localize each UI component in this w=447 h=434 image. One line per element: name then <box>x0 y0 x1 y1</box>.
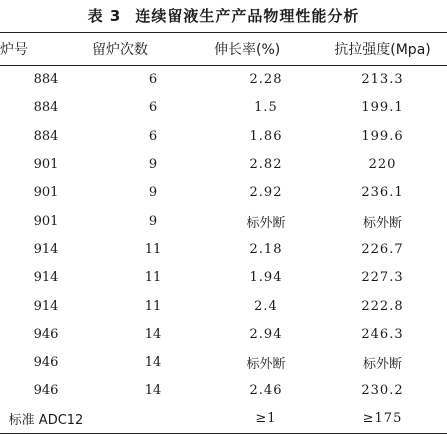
cell-tensile-strength: 226.7 <box>361 241 404 257</box>
cell-furnace-no: 914 <box>33 298 59 314</box>
cell-elongation: 标外断 <box>246 215 286 231</box>
table-row <box>0 264 447 292</box>
cell-retention-count: 11 <box>144 241 162 257</box>
properties-table <box>0 32 447 434</box>
cell-furnace-no: 901 <box>33 213 59 229</box>
cell-retention-count <box>92 405 214 433</box>
table-row <box>0 292 447 320</box>
cell-tensile-strength: 213.3 <box>361 72 404 88</box>
table-row <box>0 122 447 150</box>
cell-elongation: ≥1 <box>214 405 318 433</box>
cell-retention-count: 9 <box>148 157 158 173</box>
cell-elongation: 2.94 <box>249 326 283 342</box>
cell-tensile-strength: 199.1 <box>361 100 404 116</box>
cell-elongation: 1.94 <box>249 270 283 286</box>
cell-retention-count: 9 <box>148 185 158 201</box>
cell-retention-count: 6 <box>148 72 158 88</box>
table-row <box>0 94 447 122</box>
header-retention-count: 留炉次数 <box>92 33 214 66</box>
cell-furnace-no: 914 <box>33 270 59 286</box>
cell-retention-count: 14 <box>144 326 162 342</box>
cell-tensile-strength: 236.1 <box>361 185 404 201</box>
cell-tensile-strength: 标外断 <box>362 215 402 231</box>
cell-tensile-strength: 199.6 <box>361 128 404 144</box>
table-row <box>0 66 447 94</box>
cell-furnace-no: 901 <box>33 157 59 173</box>
cell-furnace-no: 884 <box>33 72 59 88</box>
cell-furnace-no: 标准 ADC12 <box>0 405 92 433</box>
cell-elongation: 2.46 <box>249 383 283 399</box>
cell-tensile-strength: 246.3 <box>361 326 404 342</box>
cell-tensile-strength: 220 <box>368 157 397 173</box>
cell-furnace-no: 946 <box>33 326 59 342</box>
cell-tensile-strength: 227.3 <box>361 270 404 286</box>
table-row <box>0 235 447 263</box>
cell-tensile-strength: ≥175 <box>318 405 447 433</box>
cell-retention-count: 6 <box>148 100 158 116</box>
table-caption <box>0 0 447 32</box>
table-row <box>0 150 447 178</box>
table-body <box>0 66 447 434</box>
cell-furnace-no: 901 <box>33 185 59 201</box>
cell-elongation: 1.5 <box>254 100 278 116</box>
table-row <box>0 405 447 433</box>
cell-retention-count: 11 <box>144 298 162 314</box>
cell-furnace-no: 946 <box>33 355 59 371</box>
header-tensile-strength: 抗拉强度(Mpa) <box>318 33 447 66</box>
cell-elongation: 2.18 <box>249 241 283 257</box>
cell-tensile-strength: 230.2 <box>361 383 404 399</box>
cell-elongation: 2.92 <box>249 185 283 201</box>
cell-elongation: 2.4 <box>254 298 278 314</box>
table-row <box>0 348 447 376</box>
cell-tensile-strength: 222.8 <box>361 298 404 314</box>
cell-retention-count: 14 <box>144 383 162 399</box>
cell-furnace-no: 914 <box>33 241 59 257</box>
cell-elongation: 1.86 <box>249 128 283 144</box>
cell-tensile-strength: 标外断 <box>362 357 402 373</box>
cell-furnace-no: 884 <box>33 128 59 144</box>
table-number: 表 3 <box>87 7 122 25</box>
header-elongation: 伸长率(%) <box>214 33 318 66</box>
cell-furnace-no: 884 <box>33 100 59 116</box>
cell-elongation: 2.28 <box>249 72 283 88</box>
table-row <box>0 207 447 235</box>
table-row <box>0 377 447 405</box>
cell-retention-count: 9 <box>148 213 158 229</box>
cell-furnace-no: 946 <box>33 383 59 399</box>
header-row <box>0 33 447 66</box>
cell-retention-count: 11 <box>144 270 162 286</box>
table-row <box>0 179 447 207</box>
cell-elongation: 标外断 <box>246 357 286 373</box>
table-title: 连续留液生产产品物理性能分析 <box>135 7 360 25</box>
cell-elongation: 2.82 <box>249 157 283 173</box>
cell-retention-count: 6 <box>148 128 158 144</box>
cell-retention-count: 14 <box>144 355 162 371</box>
table-row <box>0 320 447 348</box>
header-furnace-no: 炉号 <box>0 33 92 66</box>
